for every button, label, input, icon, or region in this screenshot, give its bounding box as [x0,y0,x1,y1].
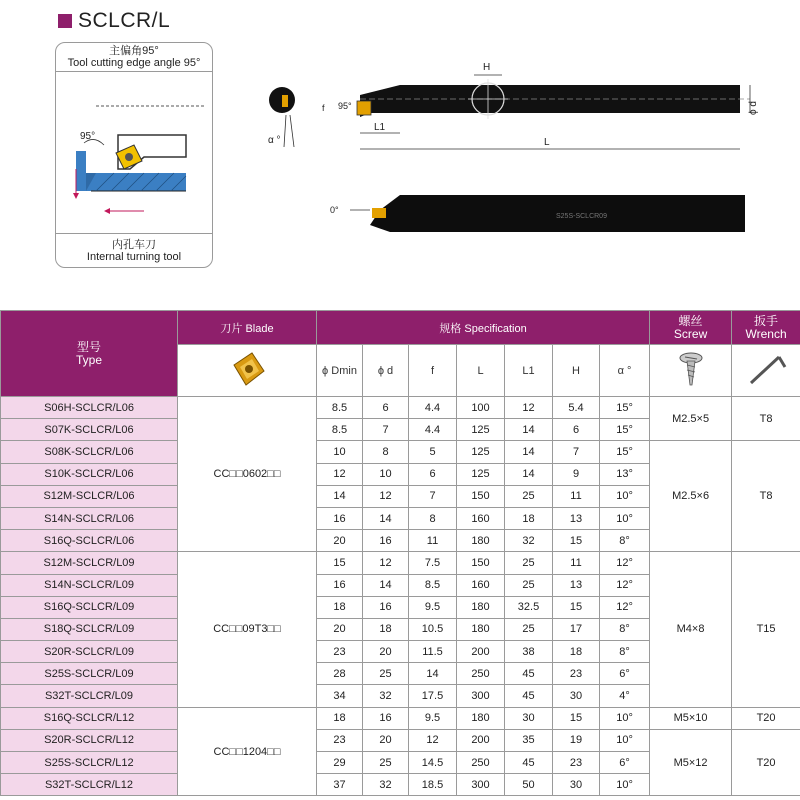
spec-cell-H: 9 [553,463,600,485]
spec-cell-H: 11 [553,485,600,507]
spec-cell-a: 15° [600,419,650,441]
spec-cell-dmin: 29 [317,752,363,774]
spec-cell-L1: 30 [505,707,553,729]
spec-cell-dmin: 15 [317,552,363,574]
spec-cell-f: 10.5 [409,618,457,640]
angle-95-label: 95° [338,101,352,111]
type-cell: S16Q-SCLCR/L09 [1,596,178,618]
spec-cell-L1: 32 [505,530,553,552]
spec-cell-L1: 45 [505,685,553,707]
screw-header: 螺丝 Screw [650,311,732,345]
spec-cell-f: 17.5 [409,685,457,707]
spec-cell-L: 160 [457,507,505,529]
spec-cell-L: 160 [457,574,505,596]
spec-cell-dmin: 8.5 [317,419,363,441]
spec-cell-d: 25 [363,752,409,774]
blade-cell: CC□□09T3□□ [178,552,317,707]
spec-cell-H: 5.4 [553,397,600,419]
type-cell: S06H-SCLCR/L06 [1,397,178,419]
type-cell: S18Q-SCLCR/L09 [1,618,178,640]
spec-cell-d: 8 [363,441,409,463]
zero-degree-label: 0° [330,205,339,215]
spec-cell-H: 17 [553,618,600,640]
spec-cell-H: 15 [553,530,600,552]
wrench-cell: T20 [732,729,800,796]
spec-cell-L: 180 [457,707,505,729]
spec-cell-a: 10° [600,707,650,729]
spec-cell-f: 7.5 [409,552,457,574]
type-cell: S08K-SCLCR/L06 [1,441,178,463]
spec-cell-dmin: 23 [317,641,363,663]
spec-cell-f: 7 [409,485,457,507]
spec-cell-f: 14 [409,663,457,685]
spec-cell-a: 6° [600,663,650,685]
table-row [1,729,800,751]
spec-cell-d: 32 [363,685,409,707]
spec-cell-H: 18 [553,641,600,663]
type-cell: S16Q-SCLCR/L06 [1,530,178,552]
spec-cell-a: 4° [600,685,650,707]
spec-cell-L: 250 [457,663,505,685]
spec-cell-d: 14 [363,507,409,529]
spec-cell-L: 200 [457,641,505,663]
spec-cell-dmin: 18 [317,707,363,729]
spec-cell-L1: 45 [505,752,553,774]
L-label: L [544,137,550,148]
spec-cell-d: 7 [363,419,409,441]
wrench-icon [743,349,789,389]
spec-cell-L1: 14 [505,463,553,485]
wrench-cell: T15 [732,552,800,707]
diagram-divider-top [56,71,212,72]
alpha-label: α ° [268,135,281,146]
spec-cell-dmin: 10 [317,441,363,463]
spec-cell-L: 180 [457,596,505,618]
spec-cell-a: 6° [600,752,650,774]
wrench-header: 扳手 Wrench [732,311,800,345]
type-cell: S07K-SCLCR/L06 [1,419,178,441]
tool-technical-drawing [260,55,780,255]
spec-cell-f: 9.5 [409,707,457,729]
spec-cell-a: 8° [600,641,650,663]
spec-cell-H: 30 [553,774,600,796]
spec-cell-H: 6 [553,419,600,441]
table-row [1,397,800,419]
spec-cell-f: 5 [409,441,457,463]
spec-cell-L: 125 [457,419,505,441]
spec-cell-f: 4.4 [409,419,457,441]
blade-insert-icon [224,349,270,389]
spec-cell-a: 13° [600,463,650,485]
wrench-cell: T20 [732,707,800,729]
col-d: ϕ d [363,345,409,397]
spec-cell-d: 16 [363,530,409,552]
title-marker [58,14,72,28]
type-cell: S20R-SCLCR/L09 [1,641,178,663]
spec-cell-L1: 25 [505,552,553,574]
spec-cell-dmin: 37 [317,774,363,796]
spec-cell-f: 9.5 [409,596,457,618]
table-row [1,707,800,729]
spec-cell-f: 8 [409,507,457,529]
blade-cell: CC□□0602□□ [178,397,317,552]
spec-cell-L1: 12 [505,397,553,419]
spec-cell-L1: 38 [505,641,553,663]
type-cell: S16Q-SCLCR/L12 [1,707,178,729]
caption-bottom-cn: 内孔车刀 [112,239,156,251]
spec-cell-L1: 45 [505,663,553,685]
diagram-divider-bottom [56,233,212,234]
wrench-image-cell [732,345,800,397]
spec-cell-d: 12 [363,552,409,574]
spec-cell-a: 8° [600,530,650,552]
table-row [1,552,800,574]
table-row [1,441,800,463]
spec-cell-f: 12 [409,729,457,751]
spec-cell-L: 200 [457,729,505,751]
spec-cell-H: 13 [553,507,600,529]
spec-cell-dmin: 16 [317,574,363,596]
cutting-angle-diagram [55,42,213,268]
type-cell: S32T-SCLCR/L09 [1,685,178,707]
spec-cell-L: 180 [457,530,505,552]
spec-cell-L: 125 [457,441,505,463]
diagram-illustration [56,73,212,233]
blade-header: 刀片 Blade [178,311,317,345]
blade-cell: CC□□1204□□ [178,707,317,796]
spec-cell-L: 300 [457,685,505,707]
spec-cell-f: 11 [409,530,457,552]
spec-cell-a: 12° [600,574,650,596]
spec-cell-L1: 14 [505,441,553,463]
spec-cell-a: 10° [600,485,650,507]
spec-cell-L: 125 [457,463,505,485]
spec-cell-dmin: 28 [317,663,363,685]
page-title [58,6,170,36]
type-cell: S14N-SCLCR/L09 [1,574,178,596]
L1-label: L1 [374,122,386,133]
spec-cell-a: 8° [600,618,650,640]
col-f: f [409,345,457,397]
caption-top-en: Tool cutting edge angle 95° [67,57,201,69]
type-cell: S32T-SCLCR/L12 [1,774,178,796]
title-text: SCLCR/L [78,9,171,32]
type-cell: S20R-SCLCR/L12 [1,729,178,751]
spec-cell-L1: 18 [505,507,553,529]
spec-cell-a: 10° [600,507,650,529]
type-cell: S10K-SCLCR/L06 [1,463,178,485]
spec-cell-L1: 32.5 [505,596,553,618]
spec-cell-a: 10° [600,774,650,796]
spec-cell-dmin: 14 [317,485,363,507]
caption-top-cn: 主偏角95° [109,45,159,57]
spec-cell-d: 12 [363,485,409,507]
spec-cell-d: 25 [363,663,409,685]
spec-cell-f: 6 [409,463,457,485]
spec-cell-d: 14 [363,574,409,596]
spec-cell-L: 100 [457,397,505,419]
type-header: 型号 Type [1,311,178,397]
caption-bottom-en: Internal turning tool [86,251,182,263]
spec-cell-d: 10 [363,463,409,485]
spec-cell-L1: 50 [505,774,553,796]
spec-cell-L: 250 [457,752,505,774]
type-cell: S12M-SCLCR/L09 [1,552,178,574]
col-H: H [553,345,600,397]
spec-cell-L1: 14 [505,419,553,441]
spec-cell-dmin: 12 [317,463,363,485]
spec-cell-f: 11.5 [409,641,457,663]
screw-icon [671,349,711,389]
spec-cell-a: 15° [600,397,650,419]
blade-image-cell [178,345,317,397]
spec-cell-a: 12° [600,596,650,618]
spec-cell-dmin: 20 [317,618,363,640]
f-label: f [322,103,325,113]
spec-cell-dmin: 18 [317,596,363,618]
spec-cell-L1: 25 [505,574,553,596]
spec-cell-f: 18.5 [409,774,457,796]
spec-cell-H: 11 [553,552,600,574]
H-label: H [483,62,491,73]
type-cell: S14N-SCLCR/L06 [1,507,178,529]
spec-cell-f: 4.4 [409,397,457,419]
spec-cell-d: 32 [363,774,409,796]
spec-cell-L1: 25 [505,618,553,640]
spec-cell-dmin: 16 [317,507,363,529]
spec-cell-L: 150 [457,552,505,574]
spec-cell-dmin: 20 [317,530,363,552]
wrench-cell: T8 [732,397,800,441]
spec-cell-f: 14.5 [409,752,457,774]
spec-cell-d: 16 [363,596,409,618]
spec-cell-dmin: 34 [317,685,363,707]
type-cell: S25S-SCLCR/L09 [1,663,178,685]
tool-engraving: S25S-SCLCR09 [556,213,607,220]
spec-cell-H: 7 [553,441,600,463]
col-L: L [457,345,505,397]
spec-cell-L: 150 [457,485,505,507]
screw-cell: M5×12 [650,729,732,796]
spec-cell-H: 15 [553,707,600,729]
spec-cell-H: 23 [553,752,600,774]
type-cell: S25S-SCLCR/L12 [1,752,178,774]
spec-cell-d: 16 [363,707,409,729]
screw-cell: M2.5×6 [650,441,732,552]
spec-cell-H: 30 [553,685,600,707]
col-alpha: α ° [600,345,650,397]
type-cell: S12M-SCLCR/L06 [1,485,178,507]
screw-cell: M5×10 [650,707,732,729]
spec-cell-L1: 25 [505,485,553,507]
spec-cell-d: 20 [363,729,409,751]
spec-cell-dmin: 23 [317,729,363,751]
diagram-bottom-caption [56,239,212,263]
spec-cell-d: 20 [363,641,409,663]
d-label: ϕ d [748,101,759,115]
wrench-cell: T8 [732,441,800,552]
screw-cell: M4×8 [650,552,732,707]
spec-header: 规格 Specification [317,311,650,345]
screw-image-cell [650,345,732,397]
spec-cell-L: 300 [457,774,505,796]
spec-cell-a: 10° [600,729,650,751]
spec-cell-f: 8.5 [409,574,457,596]
spec-cell-H: 19 [553,729,600,751]
spec-cell-a: 15° [600,441,650,463]
spec-cell-H: 15 [553,596,600,618]
spec-cell-H: 23 [553,663,600,685]
screw-cell: M2.5×5 [650,397,732,441]
col-dmin: ϕ Dmin [317,345,363,397]
spec-cell-d: 6 [363,397,409,419]
diagram-top-caption [56,45,212,69]
spec-cell-L: 180 [457,618,505,640]
table-body [1,397,800,796]
spec-cell-L1: 35 [505,729,553,751]
spec-cell-dmin: 8.5 [317,397,363,419]
specification-table [0,310,800,796]
spec-cell-a: 12° [600,552,650,574]
spec-cell-d: 18 [363,618,409,640]
diagram-angle-label: 95° [80,131,96,142]
col-L1: L1 [505,345,553,397]
spec-cell-H: 13 [553,574,600,596]
